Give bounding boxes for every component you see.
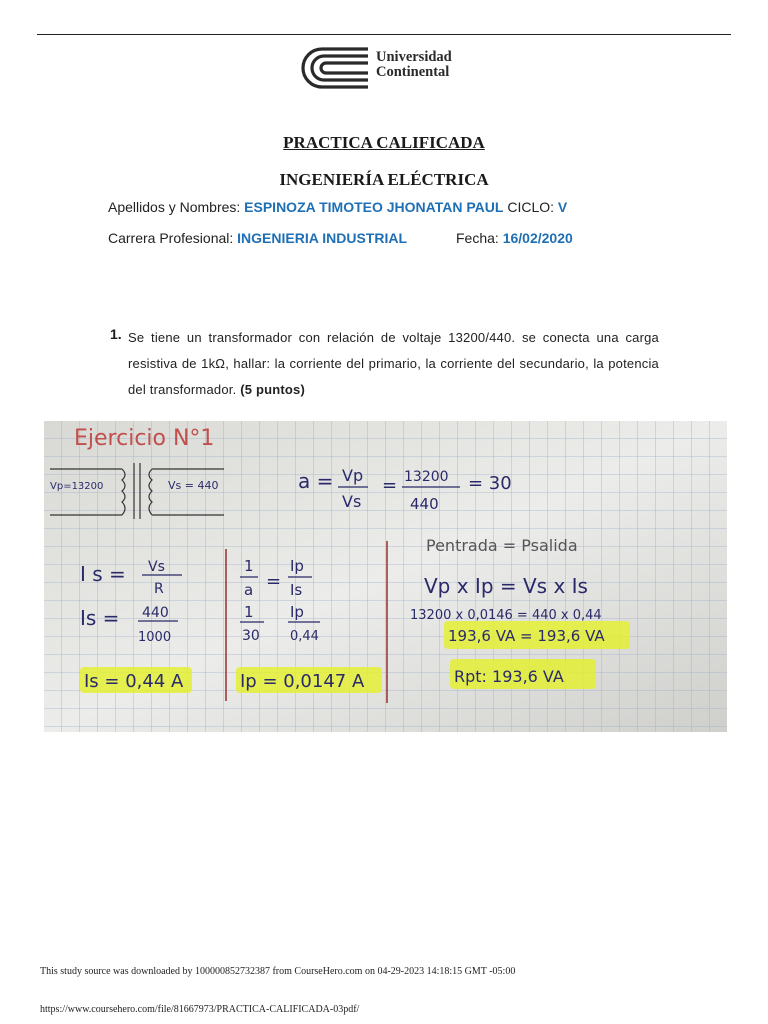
hw-ratio-lhs: a = bbox=[298, 469, 334, 493]
hw-ratio-eq: = bbox=[382, 475, 398, 496]
name-label: Apellidos y Nombres: bbox=[108, 199, 241, 215]
question-points: (5 puntos) bbox=[240, 382, 306, 397]
logo-line1: Universidad bbox=[376, 49, 452, 65]
cycle-label: CICLO: bbox=[507, 199, 555, 215]
logo-line2: Continental bbox=[376, 64, 450, 80]
hw-p-sub: 13200 x 0,0146 = 440 x 0,44 bbox=[410, 608, 602, 623]
page-title: PRACTICA CALIFICADA bbox=[283, 133, 485, 152]
footer-url: https://www.coursehero.com/file/81667973/PRACTICA-CALIFICADA-03pdf/ bbox=[40, 1004, 360, 1015]
date-row bbox=[456, 230, 573, 246]
hw-vp: Vp=13200 bbox=[50, 481, 104, 492]
footer-download-note: This study source was downloaded by 100000852732387 from CourseHero.com on 04-29-2023 14:18:15 GMT -05:00 bbox=[40, 966, 516, 977]
hw-ip-result: Ip = 0,0147 A bbox=[240, 671, 365, 692]
hw-is-lhs: I s = bbox=[80, 562, 126, 586]
name-value: ESPINOZA TIMOTEO JHONATAN PAUL bbox=[244, 199, 504, 215]
date-label: Fecha: bbox=[456, 230, 499, 246]
question-body: Se tiene un transformador con relación de voltaje 13200/440. se conecta una carga resistiva de 1kΩ, hallar: la corriente del primario, la corriente del secundario, la potencia del transformador. bbox=[128, 330, 659, 397]
logo-text bbox=[376, 50, 452, 80]
hw-is-den: R bbox=[154, 581, 164, 597]
question-number: 1. bbox=[110, 326, 122, 342]
hw-is-num: Vs bbox=[148, 559, 165, 575]
handwritten-solution-photo bbox=[44, 421, 727, 732]
hw-ratio-num: Vp bbox=[342, 466, 364, 485]
hw-ip-den1: a bbox=[244, 581, 254, 599]
hw-ip-denb: 0,44 bbox=[290, 629, 319, 644]
hw-ip-num1b: 1 bbox=[244, 603, 254, 621]
hw-ip-den: Is bbox=[290, 581, 303, 599]
page-subtitle: INGENIERÍA ELÉCTRICA bbox=[279, 170, 489, 189]
hw-ratio-result: = 30 bbox=[468, 473, 512, 494]
hw-heading: Ejercicio N°1 bbox=[74, 426, 215, 451]
top-rule bbox=[37, 34, 731, 35]
hw-ip-num: Ip bbox=[290, 557, 304, 575]
hw-is-lhs2: Is = bbox=[80, 606, 120, 630]
hw-is-num2: 440 bbox=[142, 605, 169, 621]
hw-ip-den1b: 30 bbox=[242, 628, 260, 644]
hw-p-val: 193,6 VA = 193,6 VA bbox=[448, 627, 605, 645]
hw-ratio-num2: 13200 bbox=[404, 469, 449, 485]
hw-is-den2: 1000 bbox=[138, 630, 172, 645]
hw-ip-num1: 1 bbox=[244, 557, 254, 575]
career-label: Carrera Profesional: bbox=[108, 230, 234, 246]
career-row bbox=[108, 230, 407, 246]
hw-p-eq: Vp x Ip = Vs x Is bbox=[424, 574, 588, 598]
hw-ratio-den2: 440 bbox=[410, 495, 439, 513]
question-text bbox=[128, 325, 659, 403]
hw-p-heading: Pentrada = Psalida bbox=[426, 536, 578, 555]
hw-ratio-den: Vs bbox=[342, 492, 362, 511]
hw-vs: Vs = 440 bbox=[168, 479, 219, 492]
hw-is-result: Is = 0,44 A bbox=[84, 671, 184, 692]
hw-p-result: Rpt: 193,6 VA bbox=[454, 667, 564, 686]
student-name-row bbox=[108, 199, 567, 215]
hw-ip-eq: = bbox=[266, 571, 282, 592]
hw-ip-numb: Ip bbox=[290, 603, 304, 621]
date-value: 16/02/2020 bbox=[502, 230, 573, 246]
career-value: INGENIERIA INDUSTRIAL bbox=[237, 230, 407, 246]
cycle-value: V bbox=[557, 199, 568, 215]
